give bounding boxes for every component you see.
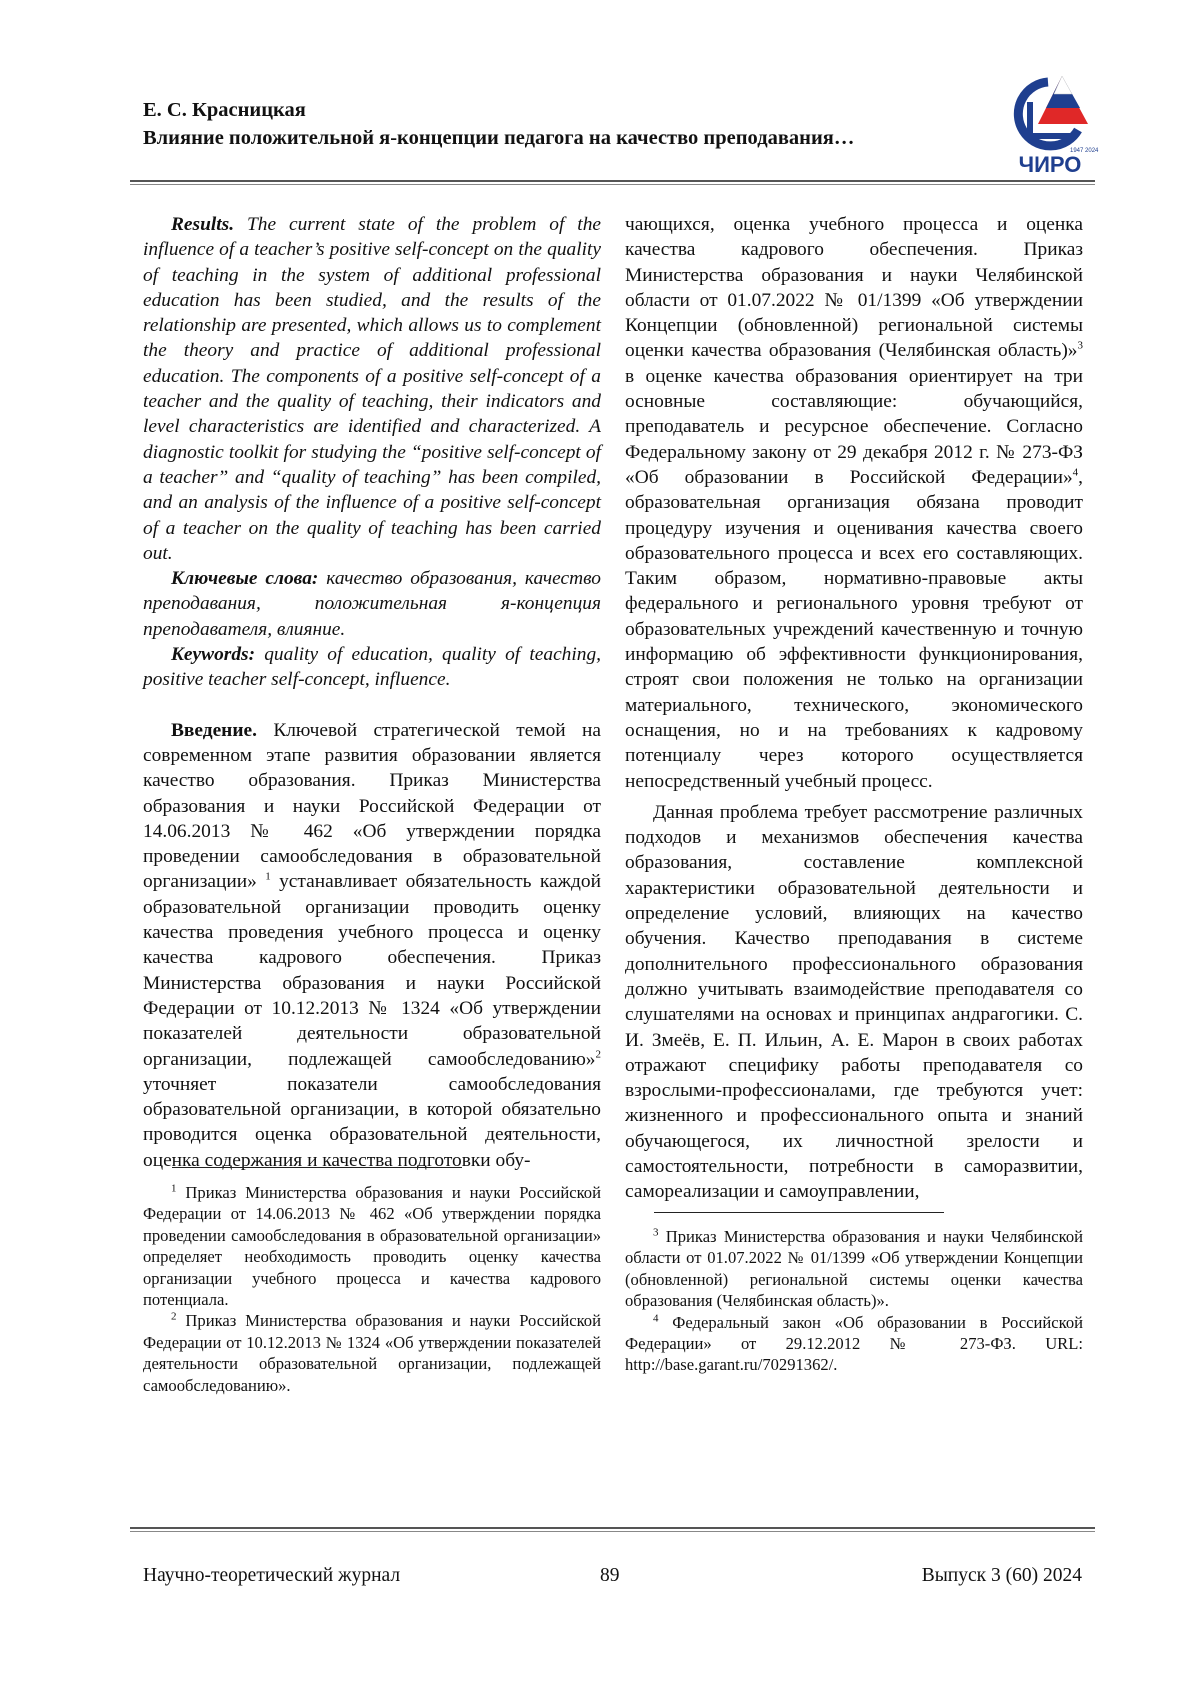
author-name: Е. С. Красницкая [143,96,854,124]
left-column [143,212,601,1173]
footnote-ref-3[interactable]: 3 [1078,340,1084,352]
abstract-results: Results. The current state of the problem of the influence of a teacher’s positive self-concept on the quality of teaching in the system of additional professional education has been studied, and the results of the relationship are presented, which allows us to complement the theory and practice of additional professional education. The components of a positive self-concept of a teacher and the quality of teaching, their indicators and level characteristics are identified and characterized. A diagnostic toolkit for studying the “positive self-concept of a teacher” and “quality of teaching” has been compiled, and an analysis of the influence of a positive self-concept of a teacher on the quality of teaching has been carried out. [143,212,601,566]
page-number: 89 [600,1565,620,1587]
footnotes-right [625,1226,1083,1376]
footer-journal: Научно-теоретический журнал [143,1565,400,1587]
keywords-ru: Ключевые слова: качество образования, качество преподавания, положительная я-концепция преподавателя, влияние. [143,566,601,642]
footnote-ref-4[interactable]: 4 [1073,467,1079,479]
footnote-divider-right [654,1212,944,1213]
footnote-4: 4 Федеральный закон «Об образовании в Российской Федерации» от 29.12.2012 № 273-ФЗ. URL: http://base.garant.ru/70291362/. [625,1312,1083,1376]
footnote-divider-left [172,1167,462,1168]
introduction-paragraph: Введение. Ключевой стратегической темой на современном этапе развития образовании является качество образования. Приказ Министерства образования и науки Российской Федерации от 14.06.2013 № 462 «Об утверждении порядка проведении самообследования в образовательной организации» 1 устанавливает обязательность каждой образовательной организации проводить оценку качества проведения учебного процесса и оценку качества кадрового обеспечения. Приказ Министерства образования и науки Российской Федерации от 10.12.2013 № 1324 «Об утверждении показателей деятельности образовательной организации, подлежащей самообследованию»2 уточняет показатели самообследования образовательной организации, в которой обязательно проводится оценка образовательной деятельности, оценка содержания и качества подготовки обу- [143,718,601,1173]
footnote-ref-1[interactable]: 1 [265,871,271,883]
footer-issue: Выпуск 3 (60) 2024 [922,1565,1082,1587]
footnote-2: 2 Приказ Министерства образования и науки Российской Федерации от 10.12.2013 № 1324 «Об утверждении показателей деятельности образовательной организации, подлежащей самообследованию». [143,1310,601,1396]
header-divider [130,180,1095,185]
footnote-1: 1 Приказ Министерства образования и науки Российской Федерации от 14.06.2013 № 462 «Об утверждении порядка проведении самообследования в образовательной организации» определяет необходимость проводить оценку качества организации учебного процесса и качества кадрового потенциала. [143,1182,601,1310]
footnotes-left [143,1182,601,1396]
keywords-en: Keywords: quality of education, quality of teaching, positive teacher self-concept, influence. [143,642,601,693]
footnote-3: 3 Приказ Министерства образования и науки Челябинской области от 01.07.2022 № 01/1399 «Об утверждении Концепции (обновленной) региональной системы оценки качества образования (Челябинская область)». [625,1226,1083,1312]
paragraph-continued: чающихся, оценка учебного процесса и оценка качества кадрового обеспечения. Приказ Министерства образования и науки Челябинской области от 01.07.2022 № 01/1399 «Об утверждении Концепции (обновленной) региональной системы оценки качества образования (Челябинская область)»3 в оценке качества образования ориентирует на три основные составляющие: обучающийся, преподаватель и ресурсное обеспечение. Согласно Федеральному закону от 29 декабря 2012 г. № 273-ФЗ «Об образовании в Российской Федерации»4, образовательная организация обязана проводит процедуру изучения и оценивания качества своего образовательного процесса и всех его составляющих. Таким образом, нормативно-правовые акты федерального и регионального уровня требуют от образовательных учреждений качественную и точную информацию об эффективности функционирования, строят свои положения не только на организации материального, технического, экономического оснащения, но и на требованиях к кадровому потенциалу через которого осуществляется непосредственный учебный процесс. [625,212,1083,794]
logo-text: ЧИРО [1019,152,1082,177]
chiro-logo [1000,68,1100,178]
paragraph-2: Данная проблема требует рассмотрение различных подходов и механизмов обеспечения качества образования, составление комплексной характеристики образовательной деятельности и определение условий, влияющих на качество обучения. Качество преподавания в системе дополнительного профессионального образования должно учитывать взаимодействие преподавателя со слушателями на основах и принципах андрагогики. С. И. Змеёв, Е. П. Ильин, А. Е. Марон в своих работах отражают специфику работы преподавателя со взрослыми-профессионалами, где требуются учет: жизненного и профессионального опыта и знаний обучающегося, их личностной зрелости и самостоятельности, потребности в саморазвитии, самореализации и самоуправлении, [625,800,1083,1205]
article-title: Влияние положительной я-концепции педагога на качество преподавания… [143,124,854,152]
right-column [625,212,1083,1205]
footer-divider [130,1527,1095,1532]
logo-subtext: 1947 2024 [1070,148,1099,154]
running-header [143,96,854,152]
footnote-ref-2[interactable]: 2 [596,1048,602,1060]
